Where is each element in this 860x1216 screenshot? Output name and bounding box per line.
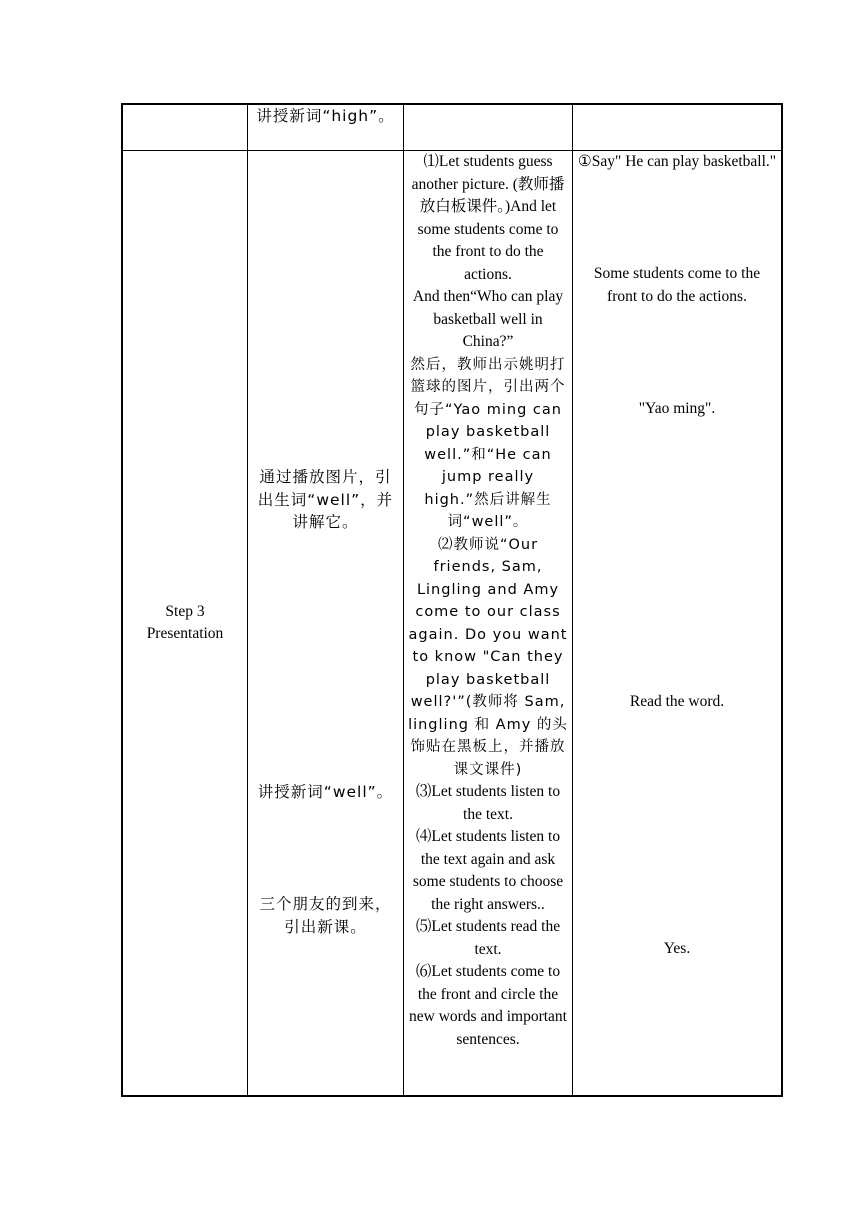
teacher-step: ⑹Let students come to the front and circle the new words and important sentences. — [409, 963, 567, 1048]
purpose-note: 三个朋友的到来，引出新课。 — [259, 895, 392, 936]
teacher-step: ⑸Let students read the text. — [415, 918, 561, 958]
student-response: Read the word. — [629, 693, 725, 710]
teacher-step: 然后，教师出示姚明打篮球的图片，引出两个句子“Yao ming can play basketball well.”和“He can jump really high.”然后讲解生词“well”。 — [410, 356, 566, 530]
purpose-cell — [248, 151, 404, 1097]
table-row — [122, 151, 782, 1097]
student-response: Yes. — [663, 940, 691, 957]
table-row — [122, 104, 782, 151]
teacher-activity-cell — [404, 104, 573, 151]
student-activity-cell — [573, 151, 783, 1097]
purpose-note: 讲授新词“well”。 — [257, 783, 394, 801]
student-activity-cell — [573, 104, 783, 151]
teacher-step: ⑵教师说“Our friends, Sam, Lingling and Amy come to our class again. Do you want to know "Can they play basketball well?'”(教师将 Sam, lingling 和 Amy 的头饰贴在黑板上，并播放课文课件) — [408, 536, 568, 778]
step-cell — [122, 151, 248, 1097]
purpose-cell: 讲授新词“high”。 — [248, 104, 404, 151]
teacher-step: ⑶Let students listen to the text. — [415, 783, 561, 823]
step-number: Step 3 — [165, 602, 205, 620]
teacher-activity-cell — [404, 151, 573, 1097]
student-response: "Yao ming". — [638, 400, 716, 417]
student-response: Some students come to the front to do the actions. — [593, 265, 761, 305]
step-stage: Presentation — [146, 625, 224, 642]
student-response: ①Say" He can play basketball." — [577, 153, 777, 170]
teacher-step: ⑴Let students guess another picture. (教师播放白板课件。)And let some students come to the front to do the actions. — [411, 153, 565, 283]
teacher-step: And then“Who can play basketball well in China?” — [412, 288, 564, 350]
lesson-plan-table — [121, 103, 783, 1097]
purpose-note: 通过播放图片，引出生词“well”，并讲解它。 — [257, 468, 394, 531]
step-cell — [122, 104, 248, 151]
teacher-step: ⑷Let students listen to the text again and ask some students to choose the right answers.. — [412, 828, 564, 913]
